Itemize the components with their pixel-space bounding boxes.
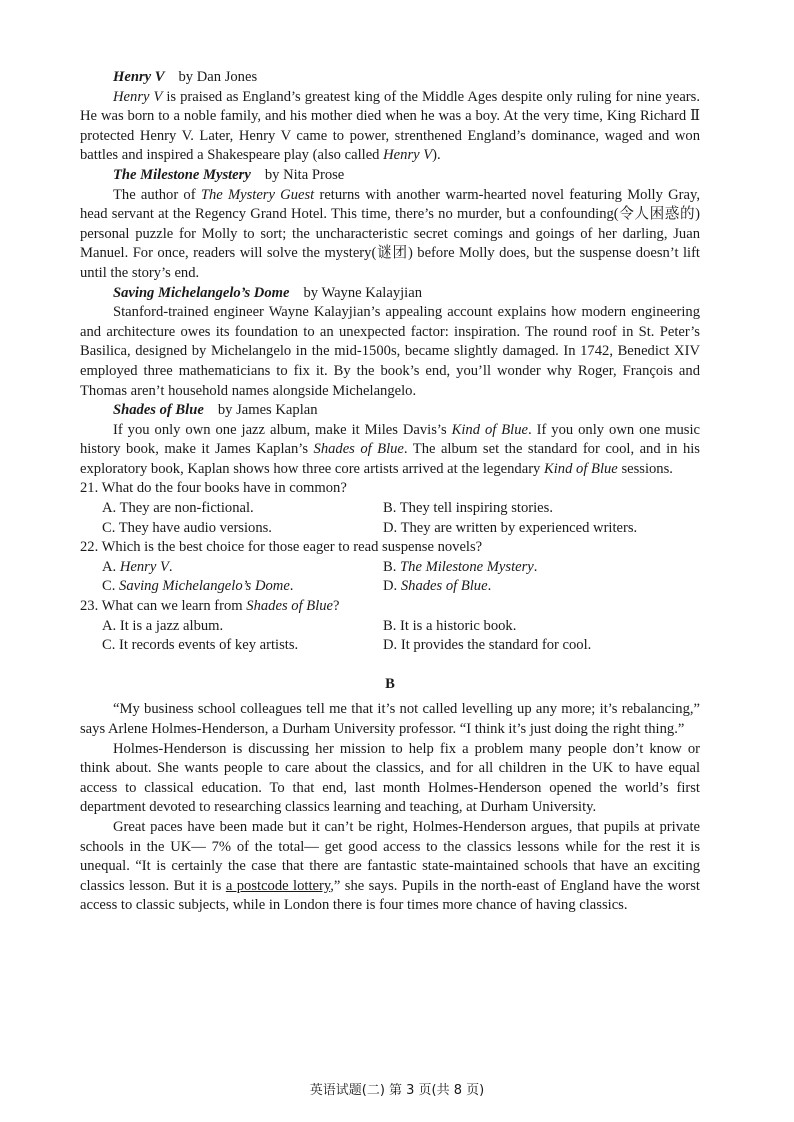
text-run: ,” she says. Pupils in the north-east of England have the worst access to classic subjects, while in London there is four times more chance of having classics. bbox=[80, 877, 700, 914]
book-heading bbox=[113, 401, 700, 421]
text-run: “My business school colleagues tell me that it’s not called levelling up any more; it’s rebalancing,” says Arlene Holmes-Henderson, a Durham University professor. “I think it’s just doing the right thing.” bbox=[80, 701, 700, 737]
text-run: ). bbox=[432, 147, 441, 164]
text-run: ? bbox=[333, 598, 340, 615]
italic-title: Shades of Blue bbox=[313, 441, 404, 458]
text-run: . If you only own one music history book, make it James Kaplan’s bbox=[80, 421, 700, 458]
option-d bbox=[383, 519, 700, 539]
text-run: B. They tell inspiring stories. bbox=[383, 500, 553, 517]
italic-title: Kind of Blue bbox=[544, 460, 618, 477]
italic-title: Henry V bbox=[119, 558, 169, 575]
section-b bbox=[80, 700, 700, 916]
book-title: The Milestone Mystery bbox=[113, 166, 251, 183]
italic-title: Shades of Blue bbox=[246, 598, 334, 615]
text-run: C. They have audio versions. bbox=[102, 519, 272, 536]
italic-title: Saving Michelangelo’s Dome bbox=[119, 578, 290, 595]
option-a bbox=[102, 558, 383, 578]
italic-title: Henry V bbox=[113, 88, 163, 105]
italic-title: Shades of Blue bbox=[400, 578, 488, 595]
text-run: 22. Which is the best choice for those eager to read suspense novels? bbox=[80, 539, 483, 556]
text-run: . bbox=[487, 578, 492, 595]
option-d bbox=[383, 577, 700, 597]
page-footer: 英语试题(二) 第 3 页(共 8 页) bbox=[309, 1083, 485, 1098]
option-a bbox=[102, 617, 383, 637]
italic-title: The Mystery Guest bbox=[200, 186, 315, 203]
text-run: . bbox=[533, 558, 538, 575]
question-options bbox=[102, 499, 700, 538]
option-c bbox=[102, 577, 383, 597]
underlined-phrase: a postcode lottery bbox=[225, 877, 331, 894]
option-b bbox=[383, 558, 700, 578]
text-run: A. bbox=[102, 558, 120, 575]
book-description bbox=[80, 88, 700, 166]
text-run: is praised as England’s greatest king of the Middle Ages despite only ruling for nine years. He was born to a noble family, and his mother died when he was a boy. At the very time, King Richard Ⅱ protected Henry V. Later, Henry V came to power, strenthened England’s dominance, waged and won battles and inspired a Shakespeare play (also called bbox=[80, 88, 700, 164]
book-description bbox=[80, 421, 700, 480]
text-run: C. It records events of key artists. bbox=[102, 637, 299, 654]
book-author: by Wayne Kalayjian bbox=[303, 284, 422, 301]
option-b bbox=[383, 499, 700, 519]
book-title: Henry V bbox=[113, 69, 165, 85]
italic-title: Kind of Blue bbox=[451, 421, 528, 438]
option-c bbox=[102, 636, 383, 656]
book-description bbox=[80, 186, 700, 284]
book-author: by Nita Prose bbox=[264, 166, 345, 183]
question-stem bbox=[80, 479, 700, 499]
book-title: Saving Michelangelo’s Dome bbox=[113, 284, 290, 301]
book-author: by James Kaplan bbox=[217, 402, 318, 419]
book-heading bbox=[113, 284, 700, 304]
italic-title: Henry V bbox=[383, 147, 433, 164]
text-run: Holmes-Henderson is discussing her mission to help fix a problem many people don’t know or think about. She wants people to care about the classics, and for all children in the UK to have equal access to classical education. To that end, last month Holmes-Henderson opened the world’s first department devoted to researching classics learning and teaching, at Durham University. bbox=[80, 740, 700, 816]
text-run: returns with another warm-hearted novel featuring Molly Gray, head servant at the Regency Grand Hotel. This time, there’s no murder, but a confounding(令人困惑的) personal puzzle for Molly to sort; the uncharacteristic secret comings and goings of her darling, Juan Manuel. For once, readers will solve the mystery(谜团) before Molly does, but the suspense doesn’t lift until the story’s end. bbox=[80, 186, 700, 281]
option-a bbox=[102, 499, 383, 519]
book-title: Shades of Blue bbox=[113, 402, 204, 419]
text-run: Great paces have been made but it can’t be right, Holmes-Henderson argues, that pupils at private schools in the UK— 7% of the total— get good access to the classics lessons while for the rest it is unequal. “It is certainly the case that there are fantastic state-maintained schools that have an exciting classics lesson. But it is bbox=[80, 818, 700, 894]
italic-title: The Milestone Mystery bbox=[400, 558, 534, 575]
text-run: Stanford-trained engineer Wayne Kalayjian’s appealing account explains how modern engineering and architecture owes its foundation to an unexpected factor: inspiration. The round roof in St. Peter’s Basilica, designed by Michelangelo in the mid-1500s, became slightly damaged. In 1742, Benedict XIV employed three mathematicians to fix it. By the book’s end, you’ll wonder why Roger, François and Thomas aren’t household names alongside Michelangelo. bbox=[80, 304, 700, 399]
text-run: If you only own one jazz album, make it Miles Davis’s bbox=[113, 421, 452, 438]
text-run: D. It provides the standard for cool. bbox=[383, 637, 592, 654]
text-run: 21. What do the four books have in common? bbox=[80, 480, 347, 497]
text-run: sessions. bbox=[617, 460, 673, 477]
page-content bbox=[80, 68, 700, 916]
section-b-heading: B bbox=[385, 675, 395, 692]
question-stem bbox=[80, 538, 700, 558]
passage-paragraph bbox=[80, 700, 700, 739]
book-author: by Dan Jones bbox=[178, 69, 258, 85]
text-run: The author of bbox=[113, 186, 201, 203]
section-a bbox=[80, 68, 700, 656]
option-b bbox=[383, 617, 700, 637]
question-stem bbox=[80, 597, 700, 617]
passage-paragraph bbox=[80, 740, 700, 818]
text-run: A. It is a jazz album. bbox=[102, 617, 224, 634]
option-c bbox=[102, 519, 383, 539]
text-run: A. They are non-fictional. bbox=[102, 500, 254, 517]
text-run: C. bbox=[102, 578, 120, 595]
text-run: D. bbox=[383, 578, 401, 595]
text-run: . bbox=[289, 578, 294, 595]
text-run: . bbox=[168, 558, 173, 575]
text-run: B. bbox=[383, 558, 401, 575]
text-run: 23. What can we learn from bbox=[80, 598, 247, 615]
book-heading bbox=[113, 166, 700, 186]
text-run: B. It is a historic book. bbox=[383, 617, 517, 634]
text-run: D. They are written by experienced writers. bbox=[383, 519, 638, 536]
question-options bbox=[102, 617, 700, 656]
question-options bbox=[102, 558, 700, 597]
option-d bbox=[383, 636, 700, 656]
passage-paragraph bbox=[80, 818, 700, 916]
text-run: . The album set the standard for cool, and in his exploratory book, Kaplan shows how three core artists arrived at the legendary bbox=[80, 441, 700, 477]
book-description bbox=[80, 303, 700, 401]
book-heading bbox=[113, 68, 700, 88]
